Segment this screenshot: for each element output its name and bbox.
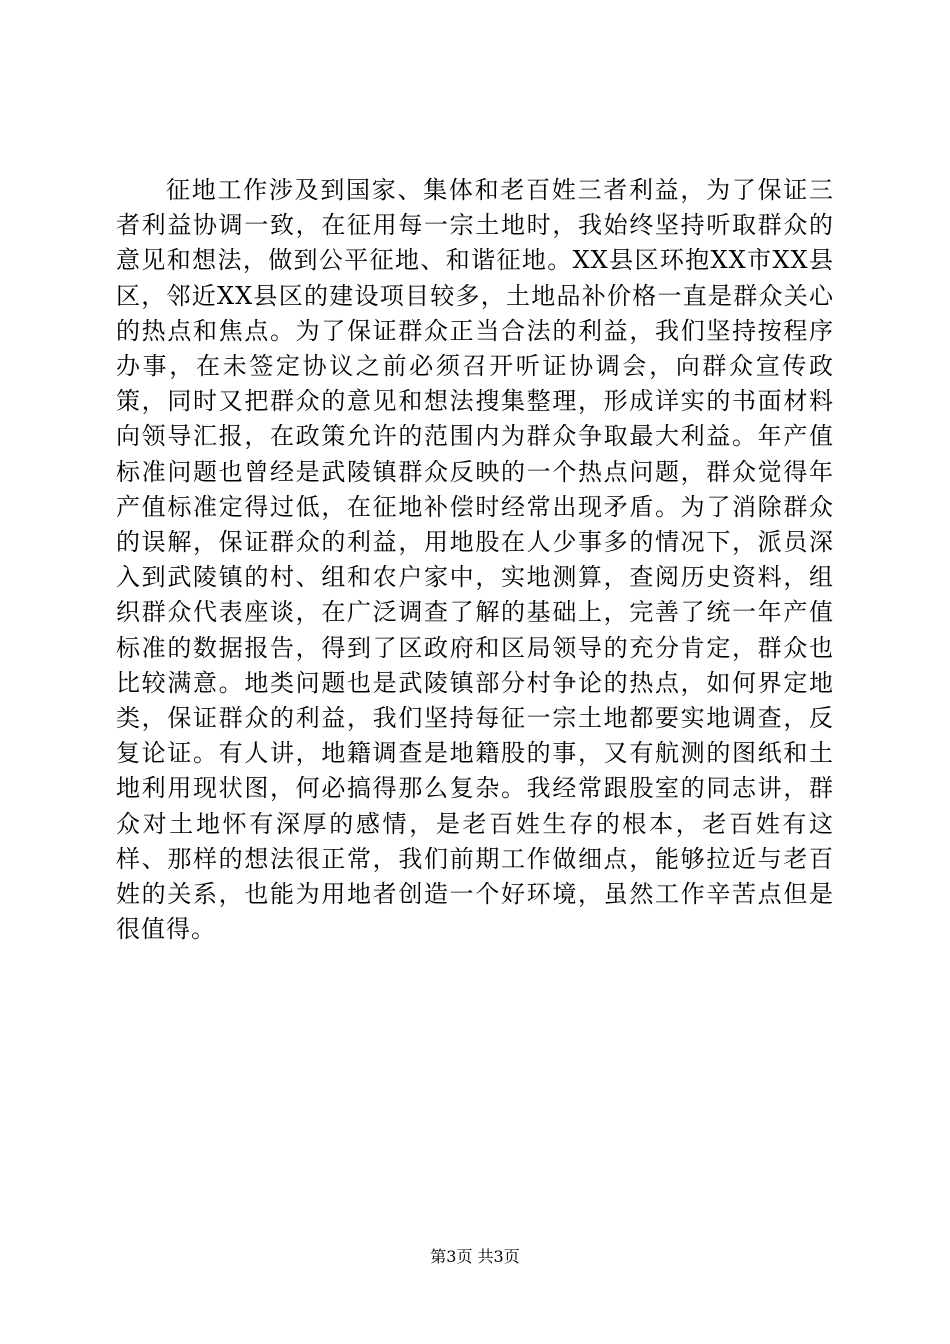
- body-paragraph: 征地工作涉及到国家、集体和老百姓三者利益，为了保证三者利益协调一致，在征用每一宗土地时，我始终坚持听取群众的意见和想法，做到公平征地、和谐征地。XX县区环抱XX市XX县区，邻近XX县区的建设项目较多，土地品补价格一直是群众关心的热点和焦点。为了保证群众正当合法的利益，我们坚持按程序办事，在未签定协议之前必须召开听证协调会，向群众宣传政策，同时又把群众的意见和想法搜集整理，形成详实的书面材料向领导汇报，在政策允许的范围内为群众争取最大利益。年产值标准问题也曾经是武陵镇群众反映的一个热点问题，群众觉得年产值标准定得过低，在征地补偿时经常出现矛盾。为了消除群众的误解，保证群众的利益，用地股在人少事多的情况下，派员深入到武陵镇的村、组和农户家中，实地测算，查阅历史资料，组织群众代表座谈，在广泛调查了解的基础上，完善了统一年产值标准的数据报告，得到了区政府和区局领导的充分肯定，群众也比较满意。地类问题也是武陵镇部分村争论的热点，如何界定地类，保证群众的利益，我们坚持每征一宗土地都要实地调查，反复论证。有人讲，地籍调查是地籍股的事，又有航测的图纸和土地利用现状图，何必搞得那么复杂。我经常跟股室的同志讲，群众对土地怀有深厚的感情，是老百姓生存的根本，老百姓有这样、那样的想法很正常，我们前期工作做细点，能够拉近与老百姓的关系，也能为用地者创造一个好环境，虽然工作辛苦点但是很值得。: [116, 176, 834, 944]
- page-number-footer: 第3页 共3页: [430, 1247, 520, 1266]
